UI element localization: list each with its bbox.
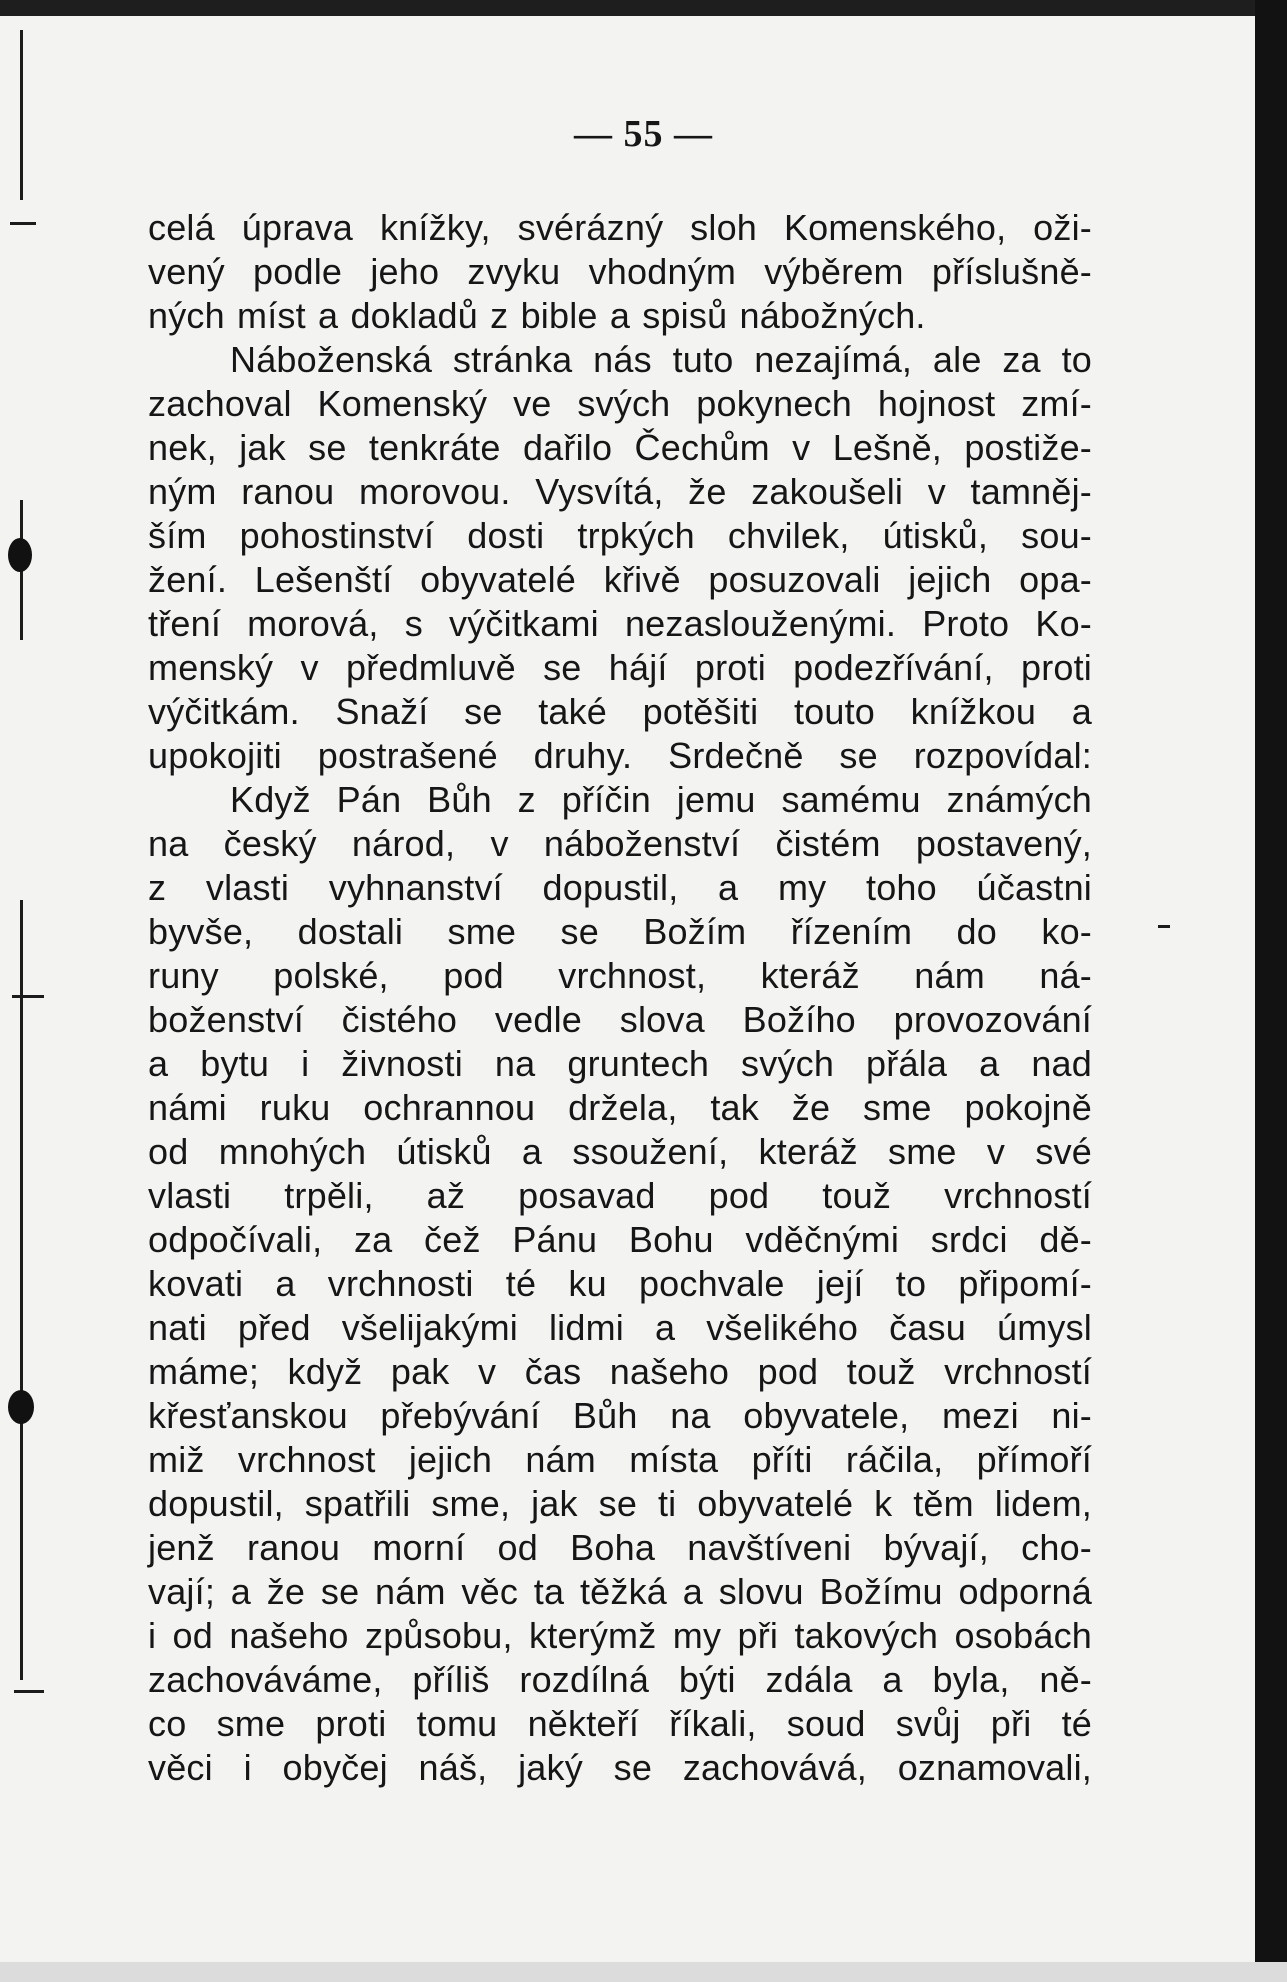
text-line: věci i obyčej náš, jaký se zachovává, oznamovali, [148,1747,1092,1788]
margin-tick [14,1690,44,1693]
text-line: křesťanskou přebývání Bůh na obyvatele, mezi ni- [148,1395,1092,1436]
text-line: celá úprava knížky, svérázný sloh Komenského, oži- [148,207,1092,248]
text-line: ným ranou morovou. Vysvítá, že zakoušeli v tamněj- [148,471,1092,512]
text-line: výčitkám. Snaží se také potěšiti touto knížkou a [148,691,1092,732]
text-line: byvše, dostali sme se Božím řízením do ko- [148,911,1092,952]
text-line: od mnohých útisků a ssoužení, kteráž sme v své [148,1131,1092,1172]
text-line: jenž ranou morní od Boha navštíveni bývají, cho- [148,1527,1092,1568]
scan-edge-top [0,0,1287,16]
page-number: — 55 — [574,113,713,155]
text-line: žení. Lešenští obyvatelé křivě posuzovali jejich opa- [148,559,1092,600]
margin-blob [8,1390,34,1424]
text-line: tření morová, s výčitkami nezaslouženými. Proto Ko- [148,603,1092,644]
scan-edge-right [1255,0,1287,1982]
body-text [148,206,1092,1790]
text-line: co sme proti tomu někteří říkali, soud svůj při té [148,1703,1092,1744]
scan-edge-bottom [0,1962,1287,1982]
text-line: miž vrchnost jejich nám místa příti ráčila, přímoří [148,1439,1092,1480]
text-line: a bytu i živnosti na gruntech svých přála a nad [148,1043,1092,1084]
text-line: na český národ, v náboženství čistém postavený, [148,823,1092,864]
text-line: Náboženská stránka nás tuto nezajímá, ale za to [230,339,1092,380]
text-line: nati před všelijakými lidmi a všelikého času úmysl [148,1307,1092,1348]
text-line: i od našeho způsobu, kterýmž my při takových osobách [148,1615,1092,1656]
text-line: menský v předmluvě se hájí proti podezřívání, proti [148,647,1092,688]
text-line: vají; a že se nám věc ta těžká a slovu Božímu odporná [148,1571,1092,1612]
text-line: zachováváme, příliš rozdílná býti zdála a byla, ně- [148,1659,1092,1700]
text-line: kovati a vrchnosti té ku pochvale její to připomí- [148,1263,1092,1304]
text-line: nek, jak se tenkráte dařilo Čechům v Lešně, postiže- [148,427,1092,468]
text-line: vlasti trpěli, až posavad pod touž vrchností [148,1175,1092,1216]
text-line: boženství čistého vedle slova Božího provozování [148,999,1092,1040]
margin-rule [20,900,23,1680]
text-line: vený podle jeho zvyku vhodným výběrem příslušně- [148,251,1092,292]
text-line: ných míst a dokladů z bible a spisů nábožných. [148,295,926,336]
text-line: odpočívali, za čež Pánu Bohu vděčnými srdci dě- [148,1219,1092,1260]
margin-tick [10,222,36,225]
text-line: Když Pán Bůh z příčin jemu samému známých [230,779,1092,820]
text-line: runy polské, pod vrchnost, kteráž nám ná- [148,955,1092,996]
text-line: upokojiti postrašené druhy. Srdečně se rozpovídal: [148,735,1092,776]
text-line: námi ruku ochrannou držela, tak že sme pokojně [148,1087,1092,1128]
margin-tick [1158,925,1170,928]
text-line: dopustil, spatřili sme, jak se ti obyvatelé k těm lidem, [148,1483,1092,1524]
text-line: ším pohostinství dosti trpkých chvilek, útisků, sou- [148,515,1092,556]
text-line: zachoval Komenský ve svých pokynech hojnost zmí- [148,383,1092,424]
text-line: máme; když pak v čas našeho pod touž vrchností [148,1351,1092,1392]
text-line: z vlasti vyhnanství dopustil, a my toho účastni [148,867,1092,908]
margin-tick [12,995,44,998]
margin-blob [8,538,32,572]
